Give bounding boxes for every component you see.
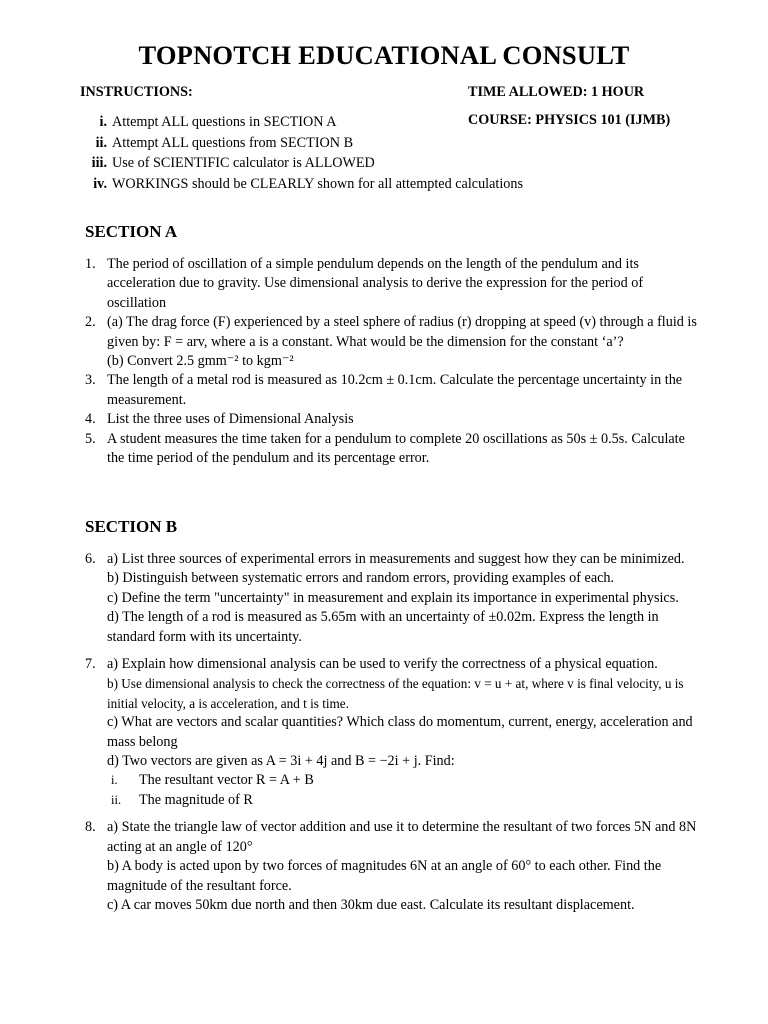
- instruction-item: [80, 153, 480, 174]
- question-item: [85, 430, 697, 469]
- course-label: COURSE: PHYSICS 101 (IJMB): [468, 112, 671, 128]
- instruction-number: i.: [99, 114, 107, 130]
- question-part: d) The length of a rod is measured as 5.65m with an uncertainty of ±0.02m. Express the length in standard form with its uncertainty.: [107, 609, 659, 645]
- question-number: 3.: [85, 372, 96, 389]
- question-text: (a) The drag force (F) experienced by a steel sphere of radius (r) dropping at speed (v) through a fluid is given by: F = arv, where a is a constant. What would be the dimension for the constant ‘a’?: [107, 314, 697, 350]
- question-item: [85, 550, 697, 647]
- instruction-item: [80, 133, 480, 154]
- time-allowed: TIME ALLOWED: 1 HOUR: [468, 84, 645, 100]
- question-number: 6.: [85, 551, 96, 567]
- sub-question-number: ii.: [111, 792, 122, 807]
- instruction-item: [80, 112, 480, 133]
- question-text: The period of oscillation of a simple pendulum depends on the length of the pendulum and its acceleration due to gravity. Use dimensional analysis to derive the expression for the period of oscillation: [107, 256, 644, 311]
- sub-question: [107, 791, 697, 810]
- question-part: a) List three sources of experimental errors in measurements and suggest how they can be minimized.: [107, 551, 685, 567]
- question-text: (b) Convert 2.5 gmm⁻² to kgm⁻²: [107, 353, 294, 370]
- question-text: The length of a metal rod is measured as 10.2cm ± 0.1cm. Calculate the percentage uncertainty in the measurement.: [107, 372, 683, 408]
- question-item: [85, 313, 697, 371]
- question-part: b) Distinguish between systematic errors and random errors, providing examples of each.: [107, 570, 615, 587]
- question-text: List the three uses of Dimensional Analysis: [107, 411, 354, 428]
- question-number: 1.: [85, 256, 96, 272]
- question-part: a) State the triangle law of vector addition and use it to determine the resultant of two forces 5N and 8N acting at an angle of 120°: [107, 819, 697, 855]
- question-part: a) Explain how dimensional analysis can be used to verify the correctness of a physical equation.: [107, 656, 658, 673]
- question-item: [85, 255, 697, 313]
- question-number: 5.: [85, 430, 96, 447]
- sub-question-number: i.: [111, 773, 118, 788]
- question-item: [85, 371, 697, 410]
- instruction-number: iv.: [93, 175, 107, 192]
- section-b-questions: [85, 550, 697, 915]
- instruction-text: Use of SCIENTIFIC calculator is ALLOWED: [112, 155, 375, 171]
- question-part: b) Use dimensional analysis to check the correctness of the equation: v = u + at, where v is final velocity, u is initial velocity, a is acceleration, and t is time.: [107, 676, 684, 711]
- sub-question: [107, 771, 697, 790]
- question-part: c) What are vectors and scalar quantities? Which class do momentum, current, energy, acceleration and mass belong: [107, 714, 693, 750]
- question-number: 4.: [85, 411, 96, 428]
- question-part: c) A car moves 50km due north and then 30km due east. Calculate its resultant displacement.: [107, 896, 635, 913]
- question-part: c) Define the term "uncertainty" in measurement and explain its importance in experimental physics.: [107, 589, 679, 606]
- question-item: [85, 410, 697, 429]
- question-item: [85, 655, 697, 810]
- section-a-title: SECTION A: [85, 222, 178, 241]
- instruction-text: WORKINGS should be CLEARLY shown for all attempted calculations: [112, 175, 523, 192]
- question-number: 2.: [85, 314, 96, 331]
- question-item: [85, 818, 697, 915]
- question-part: b) A body is acted upon by two forces of magnitudes 6N at an angle of 60° to each other. Find the magnitude of the resultant force.: [107, 858, 662, 894]
- document-title: TOPNOTCH EDUCATIONAL CONSULT: [138, 40, 630, 70]
- instructions-label: INSTRUCTIONS:: [80, 84, 193, 100]
- sub-question-text: The magnitude of R: [139, 791, 253, 808]
- instruction-number: iii.: [91, 155, 107, 171]
- question-text: A student measures the time taken for a pendulum to complete 20 oscillations as 50s ± 0.5s. Calculate the time period of the pendulum and its percentage error.: [107, 430, 685, 467]
- question-number: 7.: [85, 656, 96, 673]
- instruction-text: Attempt ALL questions in SECTION A: [112, 114, 337, 130]
- section-b-title: SECTION B: [85, 517, 178, 536]
- question-number: 8.: [85, 819, 96, 836]
- instruction-item: [80, 174, 523, 195]
- instruction-number: ii.: [95, 134, 107, 151]
- sub-question-text: The resultant vector R = A + B: [139, 772, 314, 789]
- section-a-questions: [85, 255, 697, 468]
- instruction-text: Attempt ALL questions from SECTION B: [112, 134, 354, 151]
- instructions-list: [80, 112, 523, 194]
- question-part: d) Two vectors are given as A = 3i + 4j and B = −2i + j. Find:: [107, 753, 455, 770]
